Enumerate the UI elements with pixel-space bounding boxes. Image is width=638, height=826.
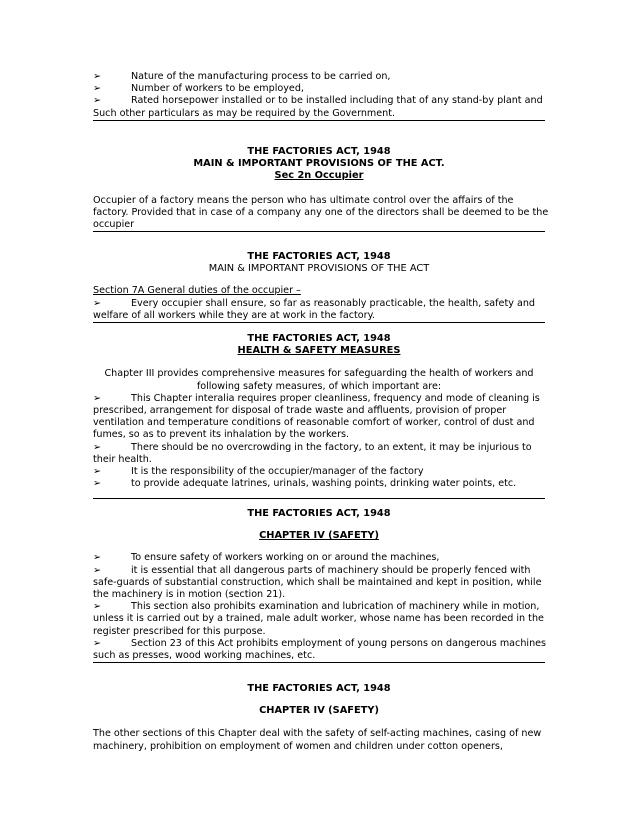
section-heading: THE FACTORIES ACT, 1948: [247, 508, 391, 519]
bullet-item: ➢ To ensure safety of workers working on or around the machines,: [93, 552, 440, 564]
paragraph-line: Occupier of a factory means the person who has ultimate control over the affairs of the: [93, 194, 514, 206]
bullet-item: ➢ Section 23 of this Act prohibits employment of young persons on dangerous machines: [93, 637, 547, 649]
section-occupier: [93, 146, 549, 232]
arrow-bullet-icon: ➢: [93, 392, 102, 404]
continuation-line: prescribed, arrangement for disposal of trade waste and affluents, provision of proper: [93, 405, 507, 417]
arrow-bullet-icon: ➢: [93, 552, 102, 564]
section-heading: THE FACTORIES ACT, 1948: [247, 251, 391, 262]
arrow-bullet-icon: ➢: [93, 564, 102, 576]
section-topic: Section 7A General duties of the occupier –: [93, 285, 301, 297]
intro-line: following safety measures, of which important are:: [196, 380, 442, 392]
paragraph-line: factory. Provided that in case of a company any one of the directors shall be deemed to be the: [93, 206, 549, 218]
bullet-item: ➢ This section also prohibits examination and lubrication of machinery while in motion,: [93, 601, 540, 613]
continuation-line: ventilation and temperature conditions of reasonable comfort of worker, control of dust and: [93, 417, 535, 429]
paragraph-line: machinery, prohibition on employment of women and children under cotton openers,: [93, 740, 503, 752]
arrow-bullet-icon: ➢: [93, 637, 102, 649]
section-heading: THE FACTORIES ACT, 1948: [247, 333, 391, 344]
bullet-item: ➢ Number of workers to be employed,: [93, 83, 304, 95]
arrow-bullet-icon: ➢: [93, 466, 102, 478]
section-particulars: [93, 71, 545, 121]
section-subheading: MAIN & IMPORTANT PROVISIONS OF THE ACT: [208, 263, 430, 275]
section-subheading: CHAPTER IV (SAFETY): [259, 705, 379, 717]
bullet-item: ➢ Rated horsepower installed or to be installed including that of any stand-by plant and: [93, 95, 543, 107]
continuation-line: their health.: [93, 453, 152, 465]
paragraph-line: occupier: [93, 219, 545, 232]
arrow-bullet-icon: ➢: [93, 297, 102, 309]
continuation-line: safe-guards of substantial construction, which shall be maintained and kept in position, while: [93, 576, 542, 588]
section-subheading: CHAPTER IV (SAFETY): [259, 530, 379, 542]
section-topic: Sec 2n Occupier: [274, 170, 364, 182]
bullet-item: ➢ Nature of the manufacturing process to be carried on,: [93, 71, 391, 82]
section-heading: THE FACTORIES ACT, 1948: [247, 683, 391, 694]
bullet-item: ➢ to provide adequate latrines, urinals, washing points, drinking water points, etc.: [93, 478, 545, 499]
continuation-line: such as presses, wood working machines, etc.: [93, 650, 545, 663]
bullet-item: ➢ There should be no overcrowding in the factory, to an extent, it may be injurious to: [93, 441, 532, 453]
arrow-bullet-icon: ➢: [93, 441, 102, 453]
continuation-line: Such other particulars as may be required by the Government.: [93, 108, 545, 121]
section-chapter-iv-cont: [93, 683, 545, 753]
bullet-item: ➢ It is the responsibility of the occupier/manager of the factory: [93, 466, 424, 478]
continuation-line: fumes, so as to prevent its inhalation by the workers.: [93, 429, 350, 441]
arrow-bullet-icon: ➢: [93, 71, 102, 82]
arrow-bullet-icon: ➢: [93, 478, 102, 490]
arrow-bullet-icon: ➢: [93, 95, 102, 107]
section-health-safety: [93, 333, 545, 499]
continuation-line: unless it is carried out by a trained, male adult worker, whose name has been recorded in the: [93, 613, 544, 625]
bullet-item: ➢ Every occupier shall ensure, so far as reasonably practicable, the health, safety and: [93, 297, 536, 309]
section-chapter-iv: [93, 508, 545, 663]
section-subheading: HEALTH & SAFETY MEASURES: [237, 345, 401, 357]
bullet-item: ➢ This Chapter interalia requires proper cleanliness, frequency and mode of cleaning is: [93, 392, 540, 404]
arrow-bullet-icon: ➢: [93, 83, 102, 95]
continuation-line: the machinery is in motion (section 21).: [93, 589, 286, 601]
section-general-duties: [93, 251, 545, 323]
continuation-line: register prescribed for this purpose.: [93, 625, 266, 637]
paragraph-line: The other sections of this Chapter deal with the safety of self-acting machines, casing of new: [93, 728, 542, 740]
section-heading: THE FACTORIES ACT, 1948: [247, 146, 391, 157]
section-subheading: MAIN & IMPORTANT PROVISIONS OF THE ACT.: [193, 158, 445, 170]
intro-line: Chapter III provides comprehensive measures for safeguarding the health of workers and: [104, 368, 534, 380]
bullet-item: ➢ it is essential that all dangerous parts of machinery should be properly fenced with: [93, 564, 531, 576]
arrow-bullet-icon: ➢: [93, 601, 102, 613]
continuation-line: welfare of all workers while they are at work in the factory.: [93, 310, 545, 323]
